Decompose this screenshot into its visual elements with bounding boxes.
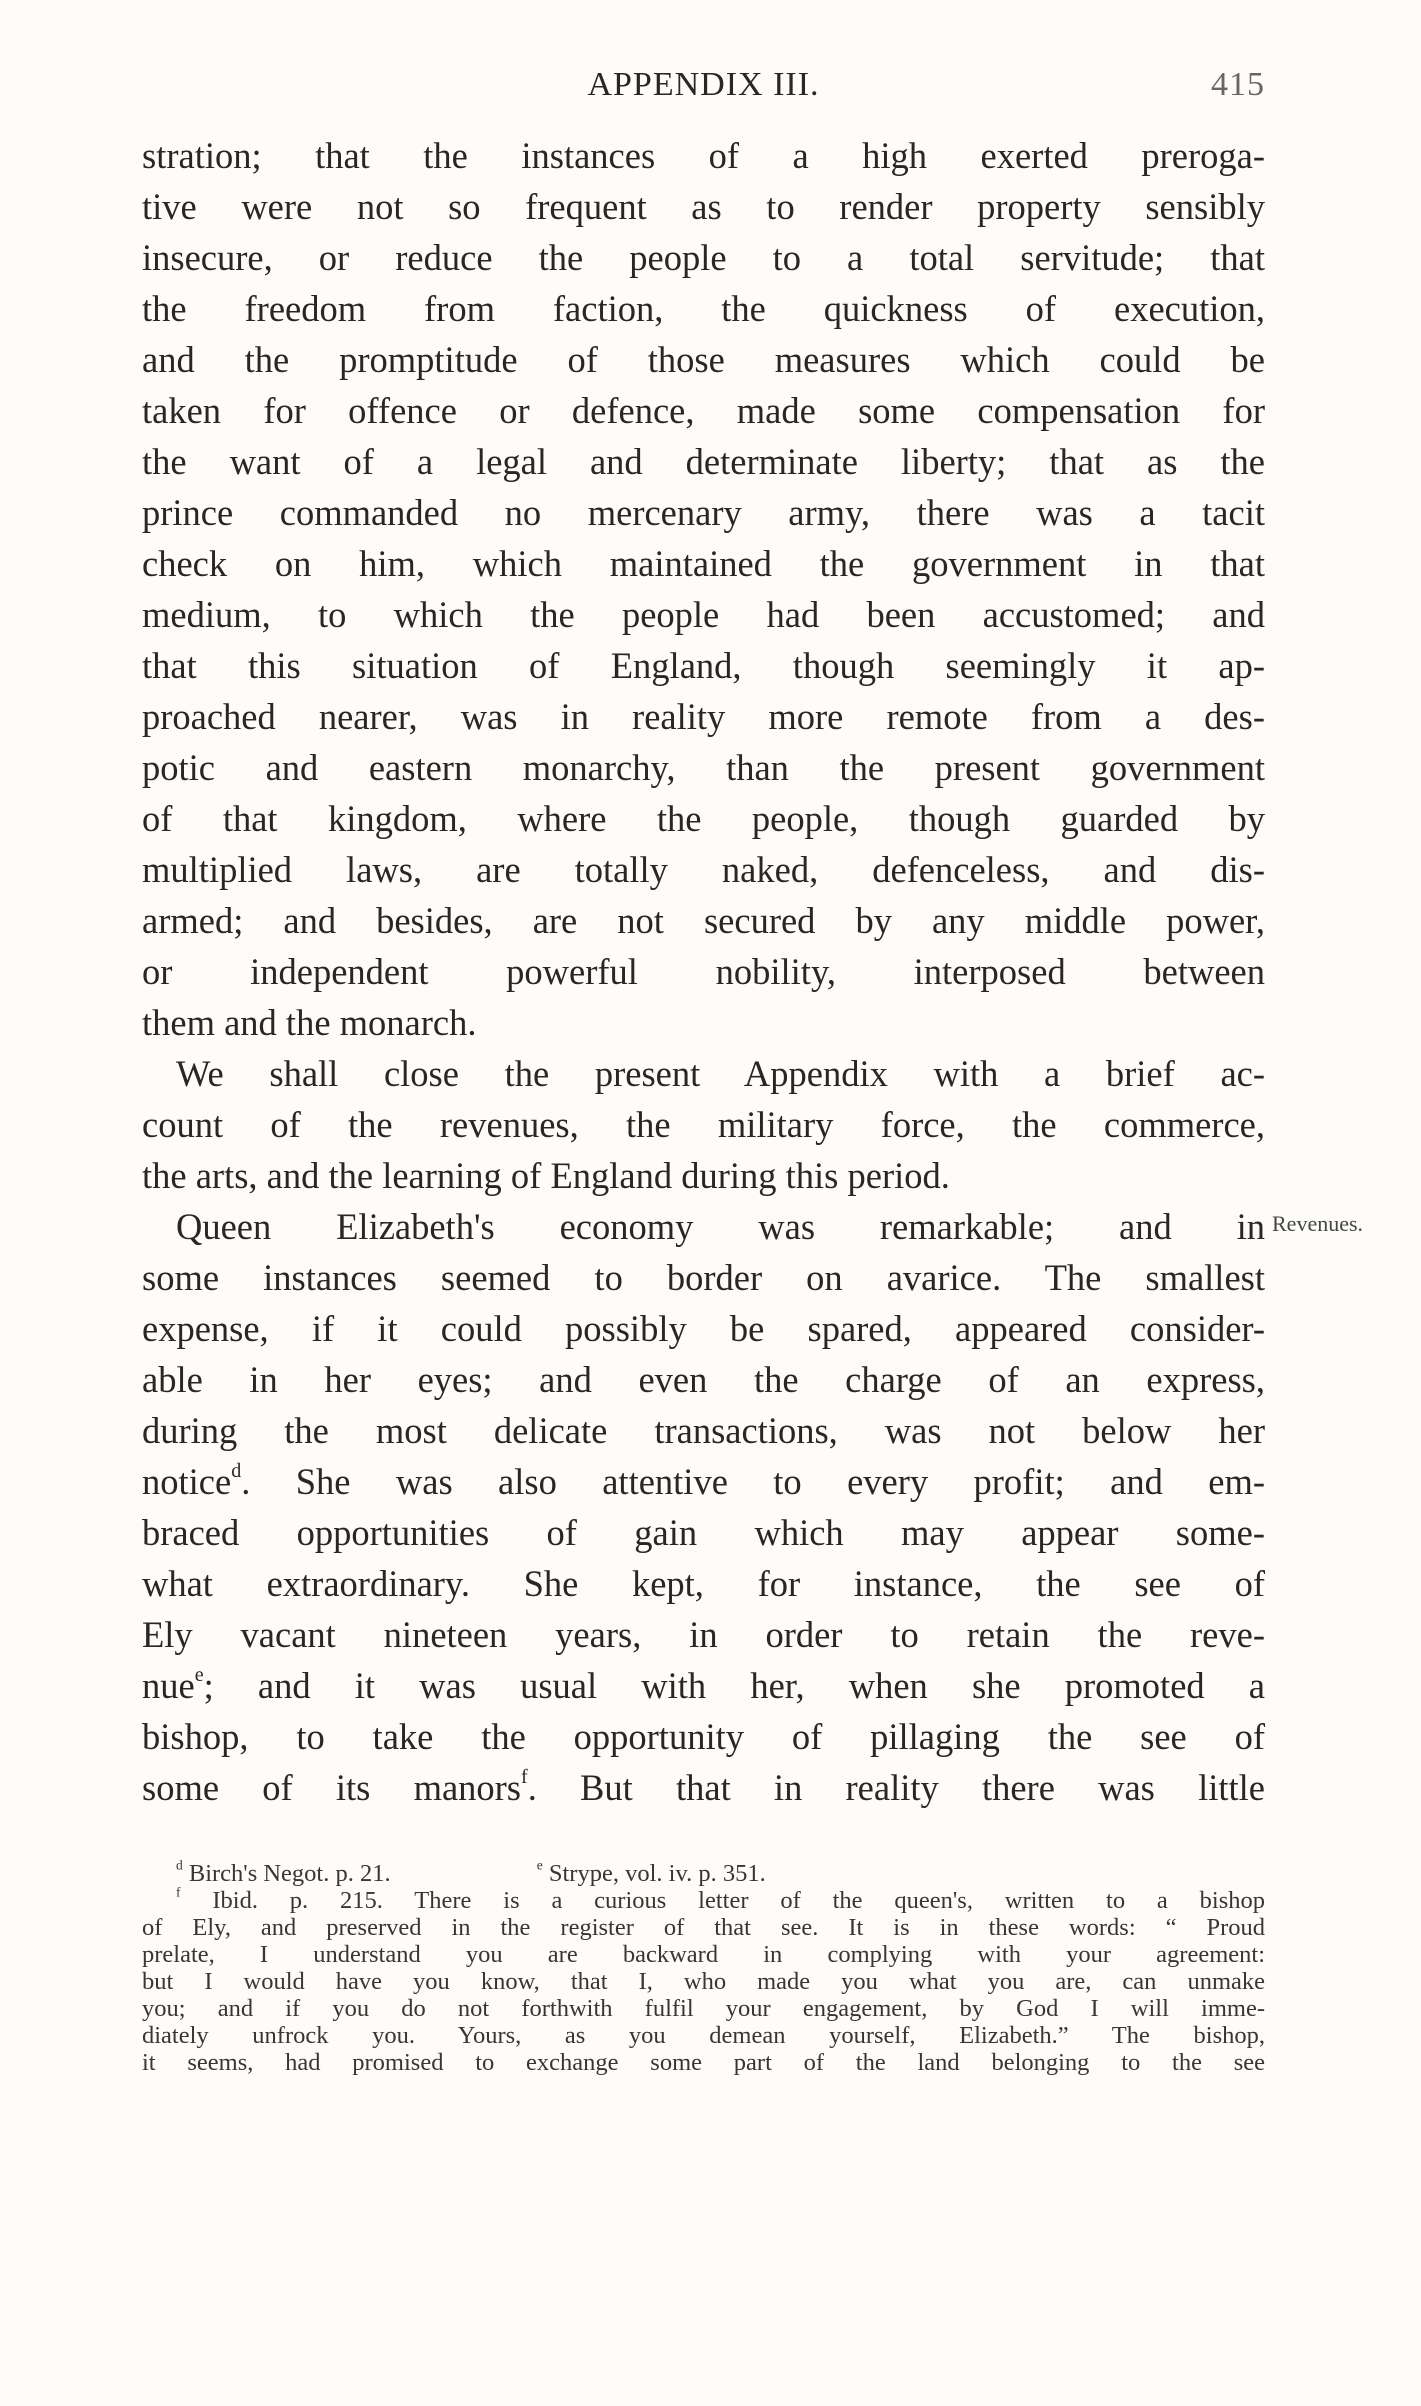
footnote-reference[interactable]: f	[521, 1765, 528, 1788]
text-line	[142, 1150, 1265, 1201]
line-text: notice	[142, 1461, 232, 1502]
line-text: stration; that the instances of a high exerted preroga-	[142, 135, 1265, 176]
text-line	[142, 436, 1265, 487]
line-text: the arts, and the learning of England during this period.	[142, 1155, 950, 1196]
footnote-line	[142, 1968, 1265, 1995]
text-line	[142, 334, 1265, 385]
text-line	[142, 742, 1265, 793]
text-line	[142, 640, 1265, 691]
text-line	[142, 487, 1265, 538]
line-text: some instances seemed to border on avarice. The smallest	[142, 1257, 1265, 1298]
line-text: some of its manors	[142, 1767, 522, 1808]
line-text: expense, if it could possibly be spared, appeared consider-	[142, 1308, 1265, 1349]
running-title: APPENDIX III.	[587, 66, 820, 103]
line-text: Ely vacant nineteen years, in order to retain the reve-	[142, 1614, 1265, 1655]
line-text: them and the monarch.	[142, 1002, 477, 1043]
line-text: . She was also attentive to every profit; and em-	[241, 1461, 1265, 1502]
footnote-line	[142, 2022, 1265, 2049]
margin-note: Revenues.	[1272, 1211, 1364, 1236]
footnote-reference[interactable]: e	[194, 1663, 204, 1686]
text-line	[142, 1558, 1265, 1609]
text-line	[142, 1507, 1265, 1558]
footnote-text: Ibid. p. 215. There is a curious letter of the queen's, written to a bishop	[212, 1887, 1265, 1914]
text-line	[142, 1099, 1265, 1150]
line-text: the want of a legal and determinate liberty; that as the	[142, 441, 1265, 482]
footnote-text: diately unfrock you. Yours, as you demean yourself, Elizabeth.” The bishop,	[142, 2022, 1265, 2049]
text-line	[142, 1048, 1265, 1099]
line-text: bishop, to take the opportunity of pillaging the see of	[142, 1716, 1265, 1757]
footnote-reference[interactable]: d	[231, 1459, 242, 1482]
line-text: We shall close the present Appendix with a brief ac-	[176, 1053, 1265, 1094]
line-text: Queen Elizabeth's economy was remarkable; and in	[176, 1206, 1265, 1247]
text-line	[142, 1711, 1265, 1762]
footnote-text: of Ely, and preserved in the register of that see. It is in these words: “ Proud	[142, 1914, 1265, 1941]
text-line	[142, 385, 1265, 436]
line-text: count of the revenues, the military force, the commerce,	[142, 1104, 1265, 1145]
text-line	[142, 1456, 1265, 1507]
footnote-text: prelate, I understand you are backward in complying with your agreement:	[142, 1941, 1265, 1968]
text-line	[142, 946, 1265, 997]
body-text	[142, 130, 1265, 1813]
footnote-text: but I would have you know, that I, who made you what you are, can unmake	[142, 1968, 1265, 1995]
footnote-line	[142, 1884, 1265, 1914]
line-text: nue	[142, 1665, 195, 1706]
line-text: potic and eastern monarchy, than the present government	[142, 747, 1265, 788]
line-text: during the most delicate transactions, was not below her	[142, 1410, 1265, 1451]
line-text: what extraordinary. She kept, for instance, the see of	[142, 1563, 1265, 1604]
text-line	[142, 130, 1265, 181]
line-text: check on him, which maintained the government in that	[142, 543, 1265, 584]
footnote-line	[142, 1857, 1265, 1887]
text-line	[142, 1609, 1265, 1660]
line-text: or independent powerful nobility, interposed between	[142, 951, 1265, 992]
line-text: taken for offence or defence, made some compensation for	[142, 390, 1265, 431]
text-line	[142, 1354, 1265, 1405]
running-header	[142, 66, 1265, 110]
line-text: . But that in reality there was little	[527, 1767, 1265, 1808]
line-text: proached nearer, was in reality more remote from a des-	[142, 696, 1265, 737]
text-line	[142, 844, 1265, 895]
footnote-d: Birch's Negot. p. 21.	[188, 1860, 391, 1887]
line-text: prince commanded no mercenary army, there was a tacit	[142, 492, 1265, 533]
line-text: of that kingdom, where the people, though guarded by	[142, 798, 1265, 839]
line-text: tive were not so frequent as to render property sensibly	[142, 186, 1265, 227]
text-line	[142, 1252, 1265, 1303]
footnote-line	[142, 1941, 1265, 1968]
text-line	[142, 589, 1265, 640]
text-line	[142, 181, 1265, 232]
line-text: braced opportunities of gain which may appear some-	[142, 1512, 1265, 1553]
text-line	[142, 1303, 1265, 1354]
footnote-mark: e	[536, 1857, 543, 1873]
line-text: insecure, or reduce the people to a total servitude; that	[142, 237, 1265, 278]
text-line	[142, 232, 1265, 283]
text-line	[142, 895, 1265, 946]
line-text: the freedom from faction, the quickness of execution,	[142, 288, 1265, 329]
footnote-text: you; and if you do not forthwith fulfil your engagement, by God I will imme-	[142, 1995, 1265, 2022]
line-text: that this situation of England, though seemingly it ap-	[142, 645, 1265, 686]
text-line	[142, 793, 1265, 844]
text-line	[142, 691, 1265, 742]
text-line	[142, 997, 1265, 1048]
text-line	[142, 1405, 1265, 1456]
footnotes	[142, 1857, 1265, 2076]
line-text: medium, to which the people had been accustomed; and	[142, 594, 1265, 635]
line-text: ; and it was usual with her, when she promoted a	[203, 1665, 1265, 1706]
line-text: multiplied laws, are totally naked, defenceless, and dis-	[142, 849, 1265, 890]
footnote-line	[142, 1995, 1265, 2022]
footnote-line	[142, 1914, 1265, 1941]
text-line	[142, 1762, 1265, 1813]
text-line	[142, 283, 1265, 334]
footnote-mark: d	[176, 1857, 183, 1873]
line-text: armed; and besides, are not secured by any middle power,	[142, 900, 1265, 941]
footnote-e: Strype, vol. iv. p. 351.	[548, 1860, 766, 1887]
footnote-mark: f	[176, 1884, 181, 1900]
footnote-line	[142, 2049, 1265, 2076]
text-line	[142, 1201, 1265, 1252]
footnote-text: it seems, had promised to exchange some part of the land belonging to the see	[142, 2049, 1265, 2076]
line-text: able in her eyes; and even the charge of an express,	[142, 1359, 1265, 1400]
text-line	[142, 1660, 1265, 1711]
line-text: and the promptitude of those measures which could be	[142, 339, 1265, 380]
text-line	[142, 538, 1265, 589]
page-number: 415	[1211, 66, 1265, 103]
